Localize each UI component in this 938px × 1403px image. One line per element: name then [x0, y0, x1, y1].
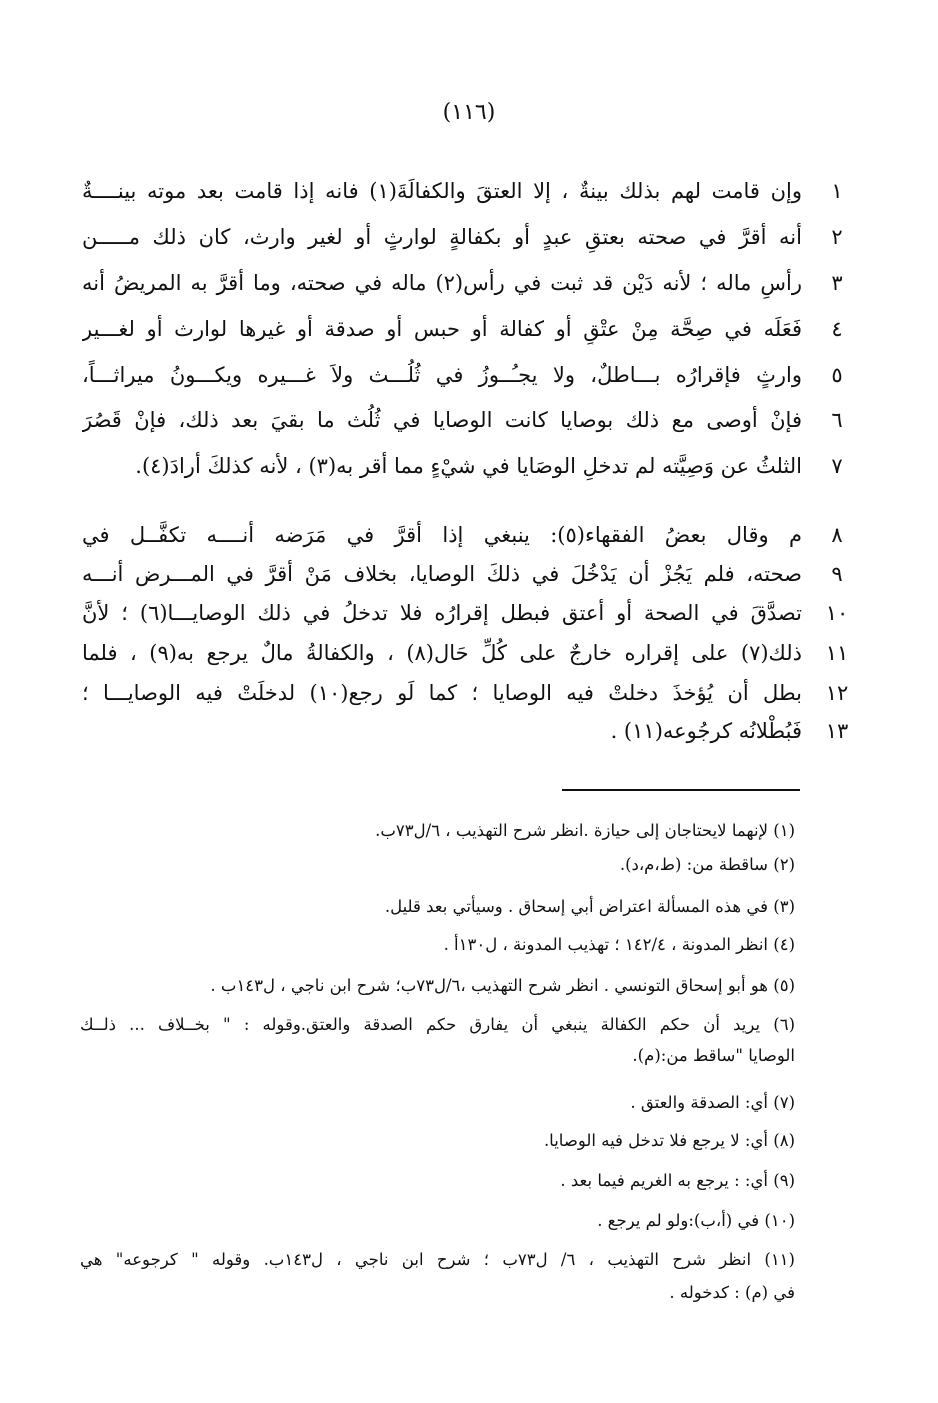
line-number-7: ٧: [831, 454, 843, 478]
footnote-text: لإنهما لايحتاجان إلى حيازة .انظر شرح التهذيب ، ٦/ل٧٣ب.: [375, 821, 768, 840]
footnote-label: (٦): [773, 1015, 795, 1034]
footnote-text: أي: : يرجع به الغريم فيما بعد .: [560, 1171, 768, 1190]
line-number-2: ٢: [831, 225, 843, 249]
line-number-11: ١١: [825, 641, 849, 665]
line-number-8: ٨: [831, 523, 843, 547]
footnote-label: (٣): [773, 897, 795, 916]
footnote-text: انظر شرح التهذيب ، ٦/ ل٧٣ب ؛ شرح ابن ناجي ، ل١٤٣ب. وقوله " كرجوعه" هي: [80, 1250, 752, 1269]
footnote-text: هو أبو إسحاق التونسي . انظر شرح التهذيب ،٦/ل٧٣ب؛ شرح ابن ناجي ، ل١٤٣ب .: [210, 976, 768, 995]
line-number-12: ١٢: [825, 681, 849, 705]
text-line-8: م وقال بعضُ الفقهاء(٥): ينبغي إذا أقرَّ في مَرَضه أنــــه تكفَّــل في: [82, 523, 802, 547]
footnote-text: في (أ،ب):ولو لم يرجع .: [597, 1211, 760, 1230]
line-number-1: ١: [831, 179, 843, 203]
footnote-7: [80, 1090, 795, 1116]
footnote-text: ساقطة من: (ط،م،د).: [619, 855, 768, 874]
footnote-11: [80, 1247, 795, 1273]
footnote-label: (١): [773, 821, 795, 840]
line-number-6: ٦: [831, 408, 843, 432]
footnote-label: (٥): [773, 976, 795, 995]
text-line-10: تصدَّقَ في الصحة أو أعتق فبطل إقرارُه فلا تدخلُ في ذلك الوصايـــا(٦) ؛ لأنَّ: [82, 601, 802, 625]
footnote-6-continuation: الوصايا "ساقط من:(م).: [632, 1046, 795, 1065]
footnote-text: انظر المدونة ، ١٤٢/٤ ؛ تهذيب المدونة ، ل١٣٠أ .: [443, 935, 768, 954]
footnote-text: يريد أن حكم الكفالة ينبغي أن يفارق حكم الصدقة والعتق.وقوله : " بخــلاف ... ذلــك: [80, 1015, 761, 1034]
footnote-text: في هذه المسألة اعتراض أبي إسحاق . وسيأتي بعد قليل.: [384, 897, 768, 916]
text-line-9: صحته، فلم يَجُزْ أن يَدْخُلَ في ذلكَ الوصايا، بخلاف مَنْ أقرَّ في المـــرض أنـــه: [82, 562, 802, 586]
text-line-12: بطل أن يُؤخذَ دخلتْ فيه الوصايا ؛ كما لَو رجع(١٠) لدخلَتْ فيه الوصايـــا ؛: [82, 681, 802, 705]
text-line-4: فَعَلَه في صِحَّة مِنْ عتْقٍ أو كفالة أو حبس أو صدقة أو غيرها لوارث أو لغـــير: [82, 317, 802, 341]
footnote-label: (٧): [773, 1093, 795, 1112]
text-line-2: أنه أقرَّ في صحته بعتقِ عبدٍ أو بكفالةٍ لوارثٍ أو لغير وارث، كان ذلك مـــــن: [82, 225, 802, 249]
line-number-3: ٣: [831, 271, 843, 295]
footnote-3: [80, 894, 795, 920]
text-line-5: وارثٍ فإقرارُه بـــاطلٌ، ولا يجـُــوزُ في ثُلُـــث ولاَ غـــيره ويكـــونُ ميراثـــاً،: [82, 363, 802, 387]
line-number-13: ١٣: [825, 719, 849, 743]
footnote-6: [80, 1012, 795, 1038]
line-number-4: ٤: [831, 317, 843, 341]
footnote-5: [80, 973, 795, 999]
footnote-text: أي: لا يرجع فلا تدخل فيه الوصايا.: [543, 1131, 768, 1150]
page-number: (١١٦): [442, 100, 496, 125]
footnote-8: [80, 1128, 795, 1154]
footnote-10: [80, 1208, 795, 1234]
footnote-label: (١٠): [764, 1211, 795, 1230]
text-line-7: الثلثُ عن وَصِيَّته لم تدخلِ الوصَايا في شيْءٍ مما أقر به(٣) ، لأنه كذلكَ أرادَ(٤).: [135, 454, 802, 478]
footnote-4: [80, 932, 795, 958]
line-number-5: ٥: [831, 363, 843, 387]
footnote-9: [80, 1168, 795, 1194]
line-number-9: ٩: [831, 562, 843, 586]
footnote-label: (٩): [773, 1171, 795, 1190]
line-number-10: ١٠: [825, 601, 849, 625]
footnote-label: (٢): [773, 855, 795, 874]
footnote-label: (٤): [773, 935, 795, 954]
text-line-1: وإن قامت لهم بذلك بينةٌ ، إلا العتقَ والكفالَةَ(١) فانه إذا قامت بعد موته بينــــةٌ: [82, 179, 802, 203]
footnote-text: أي: الصدقة والعتق .: [630, 1093, 768, 1112]
footnote-label: (٨): [773, 1131, 795, 1150]
footnote-label: (١١): [764, 1250, 795, 1269]
footnote-1: [80, 818, 795, 844]
footnote-2: [80, 852, 795, 878]
text-line-6: فإنْ أوصى مع ذلك بوصايا كانت الوصايا في ثُلُث ما بقيَ بعد ذلك، فإنْ قَصُرَ: [82, 408, 802, 432]
text-line-13: فَبُطْلانُه كرجُوعه(١١) .: [610, 719, 802, 743]
footnote-11-continuation: في (م) : كدخوله .: [669, 1283, 795, 1302]
text-line-11: ذلك(٧) على إقراره خارجٌ على كُلِّ حَال(٨) ، والكفالةُ مالٌ يرجع به(٩) ، فلما: [82, 641, 802, 665]
text-line-3: رأسِ ماله ؛ لأنه دَيْن قد ثبت في رأس(٢) ماله في صحته، وما أقرَّ به المريضُ أنه: [82, 271, 802, 295]
footnote-separator: [562, 789, 800, 791]
